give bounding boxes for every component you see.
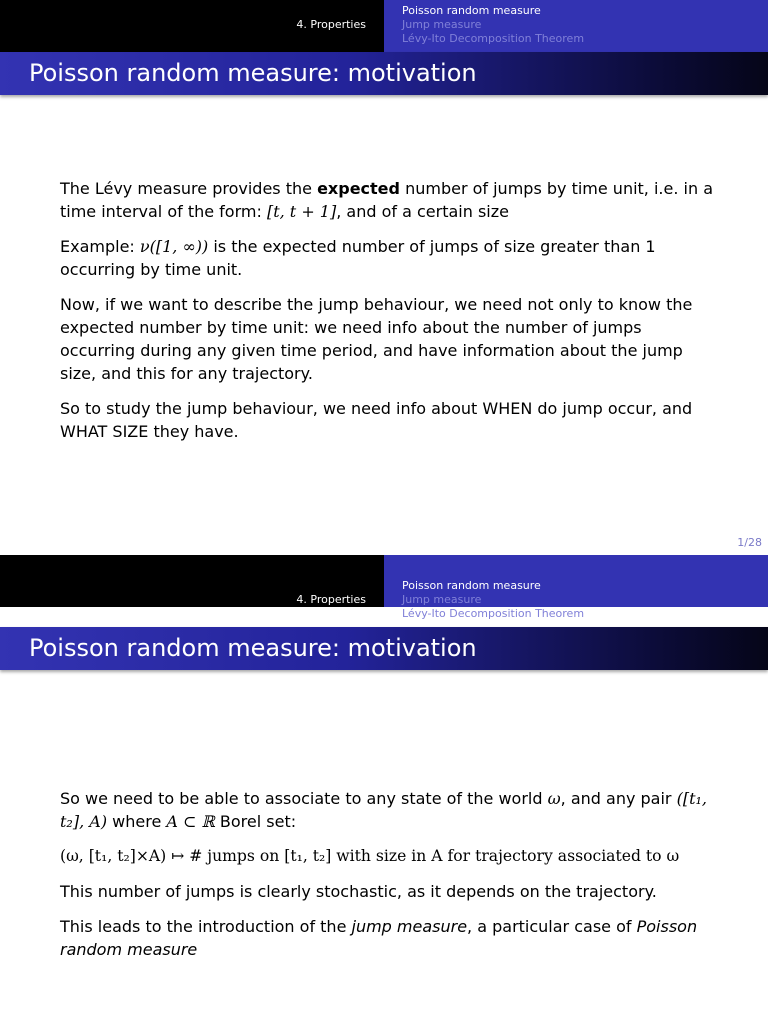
text: The Lévy measure provides the	[60, 179, 318, 198]
italic-text: Poisson random measure	[60, 917, 698, 959]
frame-title-bar	[0, 627, 768, 670]
section-label[interactable]: 4. Properties	[296, 593, 366, 606]
math-pair: ([t₁, t₂], A)	[60, 789, 708, 831]
text: number of jumps by time unit, i.e. in a time interval of the form:	[60, 179, 713, 221]
paragraph: Now, if we want to describe the jump behaviour, we need not only to know the expected number by time unit: we need info about the number of jumps occurring during any given time period, and have information about the jump size, and this for any trajectory.	[60, 295, 693, 383]
italic-text: jump measure	[351, 917, 468, 936]
slide-body	[60, 787, 720, 973]
section-panel	[0, 555, 384, 607]
section-label[interactable]: 4. Properties	[296, 18, 366, 31]
slide-body	[60, 177, 720, 455]
math-omega: ω	[547, 789, 561, 808]
text: , a particular case of	[467, 917, 637, 936]
slide-header	[0, 0, 768, 52]
paragraph	[60, 915, 720, 961]
paragraph: So to study the jump behaviour, we need info about WHEN do jump occur, and WHAT SIZE they have.	[60, 399, 693, 441]
nav-item-jump-measure[interactable]: Jump measure	[402, 18, 482, 31]
section-panel	[0, 0, 384, 52]
bold-text: expected	[317, 179, 400, 198]
slide-header	[0, 555, 768, 620]
paragraph	[60, 787, 720, 833]
text: Borel set:	[214, 812, 297, 831]
math-interval: [t, t + 1]	[266, 202, 337, 221]
text: This leads to the introduction of the	[60, 917, 352, 936]
slide-2	[0, 555, 768, 1024]
math-nu: ν([1, ∞))	[139, 237, 209, 256]
nav-item-poisson-random-measure[interactable]: Poisson random measure	[402, 579, 541, 592]
nav-item-levy-ito[interactable]: Lévy-Ito Decomposition Theorem	[402, 607, 585, 620]
nav-item-levy-ito[interactable]: Lévy-Ito Decomposition Theorem	[402, 32, 585, 45]
text: , and of a certain size	[336, 202, 509, 221]
frame-title: Poisson random measure: motivation	[29, 59, 477, 87]
text: Example:	[60, 237, 140, 256]
nav-item-jump-measure[interactable]: Jump measure	[402, 593, 482, 606]
page-number: 1/28	[737, 536, 762, 549]
subsection-nav	[384, 0, 768, 52]
subsection-nav	[384, 555, 768, 620]
math-subset: A ⊂ ℝ	[166, 812, 215, 831]
frame-title-bar	[0, 52, 768, 95]
text: is the expected number of jumps of size greater than 1 occurring by time unit.	[60, 237, 656, 279]
paragraph	[60, 177, 720, 223]
formula: (ω, [t₁, t₂]×A) ↦ # jumps on [t₁, t₂] with size in A for trajectory associated to ω	[60, 847, 680, 865]
frame-title: Poisson random measure: motivation	[29, 634, 477, 662]
text: , and any pair	[560, 789, 677, 808]
text: where	[107, 812, 167, 831]
nav-item-poisson-random-measure[interactable]: Poisson random measure	[402, 4, 541, 17]
paragraph	[60, 235, 720, 281]
text: So we need to be able to associate to any state of the world	[60, 789, 548, 808]
paragraph: This number of jumps is clearly stochastic, as it depends on the trajectory.	[60, 882, 657, 901]
